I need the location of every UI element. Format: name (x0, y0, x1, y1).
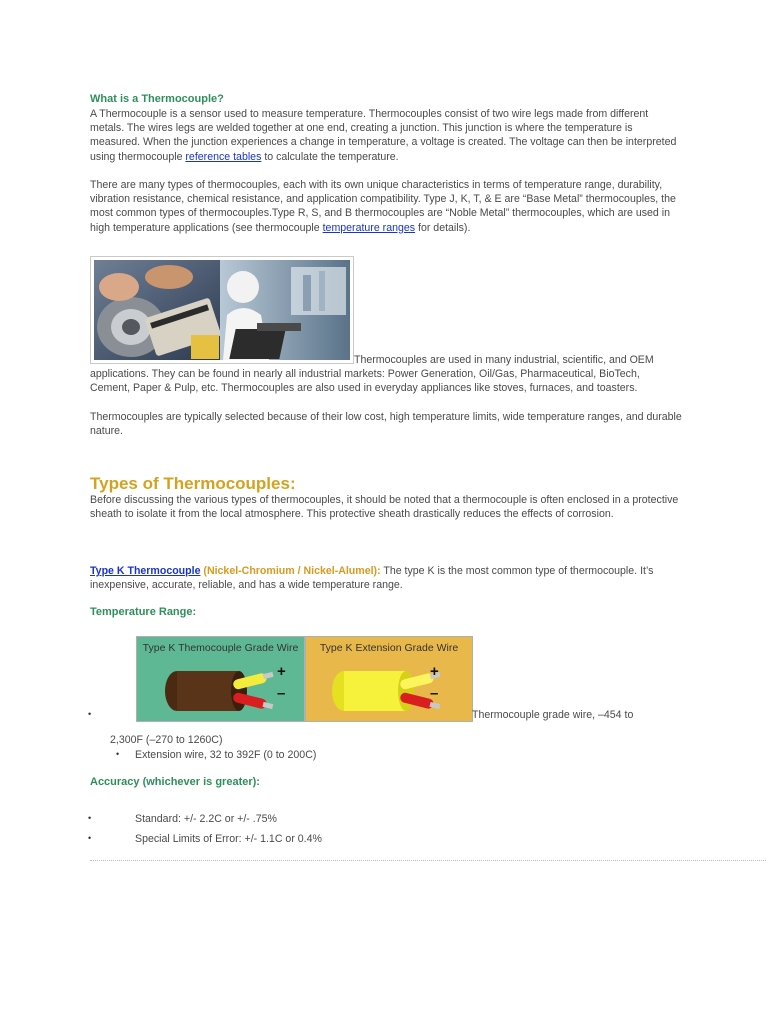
minus-sign: – (277, 685, 286, 702)
paragraph-definition: A Thermocouple is a sensor used to measure temperature. Thermocouples consist of two wire legs made from different metals. The wires legs are welded together at one end, creating a junction. This junction is where the temperature is measured. When the junction experiences a change in temperature, a voltage is created. The voltage can then be interpreted using thermocouple reference tables to calculate the temperature. (90, 108, 677, 163)
extension-grade-wire-image (305, 636, 473, 722)
accuracy-item-standard: Standard: +/- 2.2C or +/- .75% (135, 813, 277, 825)
type-k-thermocouple-link[interactable]: Type K Thermocouple (90, 565, 201, 577)
temperature-range-heading: Temperature Range: (90, 606, 197, 618)
plus-sign: + (277, 663, 286, 680)
temperature-ranges-link[interactable]: temperature ranges (322, 221, 416, 234)
accuracy-heading: Accuracy (whichever is greater): (90, 776, 260, 788)
range-item-grade-wire: Thermocouple grade wire, –454 to (472, 709, 634, 721)
paragraph-selection: Thermocouples are typically selected because of their low cost, high temperature limits, wide temperature ranges, and durable nature. (90, 411, 682, 438)
bullet-marker: • (88, 709, 92, 719)
reference-tables-link[interactable]: reference tables (185, 150, 262, 163)
dotted-divider (90, 860, 766, 861)
paragraph-types-overview: There are many types of thermocouples, each with its own unique characteristics in terms of temperature range, durability, vibration resistance, chemical resistance, and application compatibility. Type J, K, T, & E are “Base Metal” thermocouples, the most common types of thermocouples.Type R, S, and B thermocouples are “Noble Metal” thermocouples, which are used in high temperature applications (see thermocouple temperature ranges for details). (90, 179, 676, 234)
paragraph-applications: Thermocouples are used in many industrial, scientific, and OEM applications. They can be found in nearly all industrial markets: Power Generation, Oil/Gas, Pharmaceutical, BioTech, Cement, Paper & Pulp, etc. Thermocouples are also used in everyday appliances like stoves, furnaces, and toasters. (90, 354, 654, 395)
industrial-photo-graphic (91, 257, 353, 363)
wire-label: Type K Extension Grade Wire (319, 642, 459, 654)
thermocouple-grade-wire-image (136, 636, 305, 722)
range-item-extension-wire: Extension wire, 32 to 392F (0 to 200C) (135, 749, 317, 761)
types-heading: Types of Thermocouples: (90, 474, 296, 493)
type-k-description: Type K Thermocouple (Nickel-Chromium / Nickel-Alumel): The type K is the most common type of thermocouple. It’s inexpensive, accurate, reliable, and has a wide temperature range. (90, 565, 654, 592)
minus-sign: – (430, 685, 439, 702)
range-item-grade-wire-cont: 2,300F (–270 to 1260C) (110, 734, 223, 746)
wire-yellow-graphic (306, 637, 472, 721)
industrial-photo (90, 256, 354, 364)
bullet-marker: • (116, 749, 120, 759)
bullet-marker: • (88, 813, 92, 823)
accuracy-item-special-limits: Special Limits of Error: +/- 1.1C or 0.4% (135, 833, 322, 845)
paragraph-sheath: Before discussing the various types of thermocouples, it should be noted that a thermocouple is often enclosed in a protective sheath to isolate it from the local atmosphere. This protective sheath drastically reduces the effects of corrosion. (90, 494, 679, 521)
section-heading-what-is: What is a Thermocouple? (90, 93, 224, 105)
bullet-marker: • (88, 833, 92, 843)
plus-sign: + (430, 663, 439, 680)
wire-label: Type K Themocouple Grade Wire (142, 642, 299, 654)
